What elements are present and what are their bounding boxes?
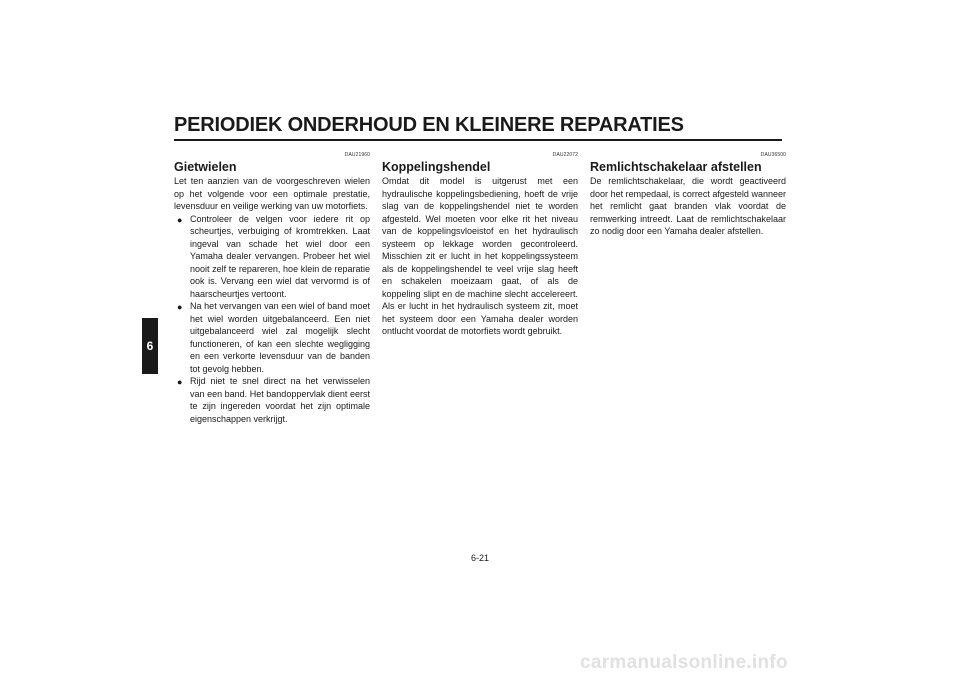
- watermark: carmanualsonline.info: [580, 652, 788, 673]
- page-title: PERIODIEK ONDERHOUD EN KLEINERE REPARATIES: [174, 114, 684, 136]
- section-intro: Let ten aanzien van de voorgeschreven wielen op het volgende voor een optimale prestatie, levensduur en veilige werking van uw motorfiets.: [174, 176, 370, 211]
- list-item: [174, 213, 370, 301]
- list-item: [174, 300, 370, 375]
- section-gietwielen: [174, 152, 370, 425]
- section-koppelingshendel: [382, 152, 578, 338]
- list-item: [174, 375, 370, 425]
- section-heading: Gietwielen: [174, 160, 237, 174]
- bullet-list: [174, 213, 370, 426]
- section-body: De remlichtschakelaar, die wordt geactiveerd door het rempedaal, is correct afgesteld wanneer het remlicht gaat branden vlak voordat de remwerking intreedt. Laat de remlichtschakelaar zo nodig door een Yamaha dealer afstellen.: [590, 176, 786, 236]
- section-code: DAU21960: [344, 152, 370, 158]
- chapter-tab: 6: [142, 318, 158, 374]
- section-body: Omdat dit model is uitgerust met een hydraulische koppelingsbediening, hoeft de vrije slag van de koppelingshendel niet te worden afgesteld. Wel moeten voor elke rit het niveau van de koppelingsvloeistof en het hydraulisch systeem op lekkage worden gecontroleerd. Misschien zit er lucht in het koppelingssysteem als de koppelingshendel te veel vrije slag heeft en schakelen moeizaam gaat, of als de koppeling slipt en de machine slecht accelereert. Als er lucht in het hydraulisch systeem zit, moet het systeem door een Yamaha dealer worden ontlucht voordat de motorfiets wordt gebruikt.: [382, 176, 578, 336]
- list-item-text: Rijd niet te snel direct na het verwisselen van een band. Het bandoppervlak dient eerst te zijn ingereden voordat het zijn optimale eigenschappen verkrijgt.: [190, 376, 370, 424]
- section-code: DAU22072: [552, 152, 578, 158]
- title-underline: [174, 139, 782, 141]
- list-item-text: Na het vervangen van een wiel of band moet het wiel worden uitgebalanceerd. Een niet uitgebalanceerd wiel zal mogelijk slecht functioneren, of kan een slechte wegligging en een verkorte levensduur van de banden tot gevolg hebben.: [190, 301, 370, 374]
- bullet-icon: ●: [177, 377, 183, 387]
- page-number: 6-21: [470, 553, 489, 563]
- section-remlichtschakelaar: [590, 152, 786, 238]
- list-item-text: Controleer de velgen voor iedere rit op scheurtjes, verbuiging of kromtrekken. Laat ingeval van schade het wiel door een Yamaha dealer vervangen. Probeer het wiel nooit zelf te repareren, hoe klein de reparatie ook is. Vervang een wiel dat vervormd is of haarscheurtjes vertoont.: [190, 213, 370, 299]
- bullet-icon: ●: [177, 214, 183, 225]
- section-heading: Koppelingshendel: [382, 160, 491, 174]
- section-heading: Remlichtschakelaar afstellen: [590, 160, 762, 174]
- bullet-icon: ●: [177, 302, 183, 312]
- section-code: DAU36500: [760, 152, 786, 158]
